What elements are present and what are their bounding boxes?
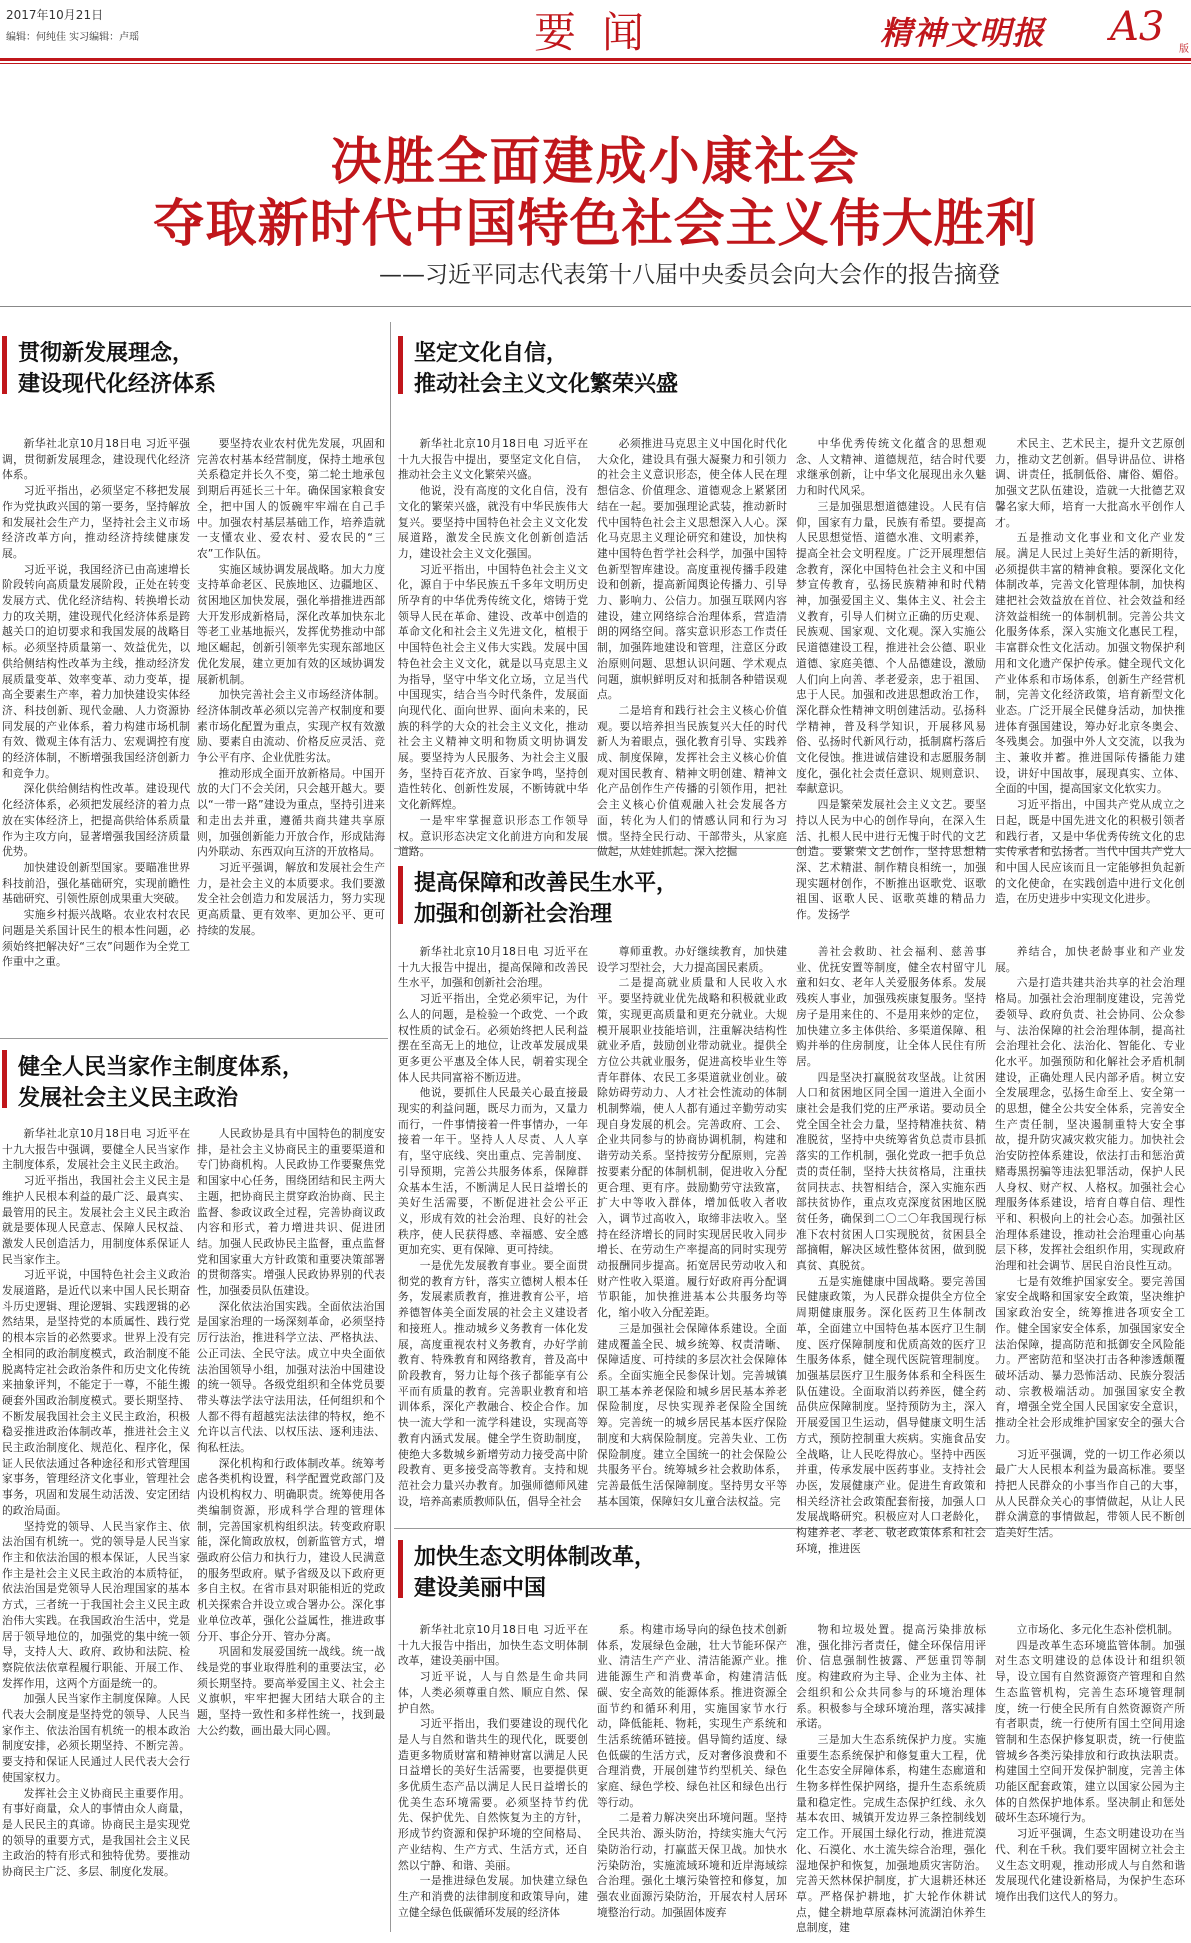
issue-date: 2017年10月21日 xyxy=(6,8,104,22)
article-culture-column-3 xyxy=(796,436,986,922)
article-culture-column-4 xyxy=(995,436,1185,906)
paragraph: 立市场化、多元化生态补偿机制。 xyxy=(1016,1623,1179,1636)
paragraph: 习近平说，中国特色社会主义政治发展道路，是近代以来中国人民长期奋斗历史逻辑、理论逻辑、实践逻辑的必然结果，是坚持党的本质属性、践行党的根本宗旨的必然要求。世界上没有完全相同的政治制度模式，政治制度不能脱离特定社会政治条件和历史文化传统来抽象评判，不能定于一尊，不能生搬硬套外国政治制度模式。要长期坚持、不断发展我国社会主义民主政治，积极稳妥推进政治体制改革，推进社会主义民主政治制度化、规范化、程序化，保证人民依法通过各种途径和形式管理国家事务，管理经济文化事业，管理社会事务，巩固和发展生动活泼、安定团结的政治局面。 xyxy=(2,1268,190,1517)
paragraph: 五是实施健康中国战略。要完善国民健康政策，为人民群众提供全方位全周期健康服务。深化医药卫生体制改革，全面建立中国特色基本医疗卫生制度、医疗保障制度和优质高效的医疗卫生服务体系，健全现代医院管理制度。加强基层医疗卫生服务体系和全科医生队伍建设。全面取消以药养医，健全药品供应保障制度。坚持预防为主，深入开展爱国卫生运动，倡导健康文明生活方式，预防控制重大疾病。实施食品安全战略，让人民吃得放心。坚持中西医并重，传承发展中医药事业。支持社会办医，发展健康产业。促进生育政策和相关经济社会政策配套衔接，加强人口发展战略研究。积极应对人口老龄化，构建养老、孝老、敬老政策体系和社会环境，推进医 xyxy=(796,1274,986,1555)
article-ecology-column-1 xyxy=(398,1622,588,1932)
paragraph: 新华社北京10月18日电 习近平强调，贯彻新发展理念，建设现代化经济体系。 xyxy=(2,437,190,482)
section-header-livelihood xyxy=(398,866,798,926)
paragraph: 实施乡村振兴战略。农业农村农民问题是关系国计民生的根本性问题，必须始终把解决好“三农”问题作为全党工作重中之重。 xyxy=(2,908,190,969)
article-ecology-column-3 xyxy=(796,1622,986,1935)
paragraph: 三是加强思想道德建设。人民有信仰，国家有力量，民族有希望。要提高人民思想觉悟、道德水准、文明素养，提高全社会文明程度。广泛开展理想信念教育，深化中国特色社会主义和中国梦宣传教育，弘扬民族精神和时代精神，加强爱国主义、集体主义、社会主义教育，引导人们树立正确的历史观、民族观、国家观、文化观。深入实施公民道德建设工程，推进社会公德、职业道德、家庭美德、个人品德建设，激励人们向上向善、孝老爱亲，忠于祖国、忠于人民。加强和改进思想政治工作，深化群众性精神文明创建活动。弘扬科学精神，普及科学知识，开展移风易俗、弘扬时代新风行动，抵制腐朽落后文化侵蚀。推进诚信建设和志愿服务制度化，强化社会责任意识、规则意识、奉献意识。 xyxy=(796,499,986,796)
section-title-line2: 推动社会主义文化繁荣兴盛 xyxy=(414,372,679,397)
paragraph: 新华社北京10月18日电 习近平在十九大报告中提出，提高保障和改善民生水平，加强和创新社会治理。 xyxy=(398,945,588,990)
paragraph: 实施区域协调发展战略。加大力度支持革命老区、民族地区、边疆地区、贫困地区加快发展，强化举措推进西部大开发形成新格局，深化改革加快东北等老工业基地振兴，发挥优势推动中部地区崛起，创新引领率先实现东部地区优化发展，建立更加有效的区域协调发展新机制。 xyxy=(197,562,385,686)
section-title-line1: 健全人民当家作主制度体系， xyxy=(18,1055,305,1080)
section-header-democracy xyxy=(2,1050,382,1110)
paragraph: 习近平强调，生态文明建设功在当代、利在千秋。我们要牢固树立社会主义生态文明观，推动形成人与自然和谐发展现代化建设新格局，为保护生态环境作出我们这代人的努力。 xyxy=(995,1827,1185,1903)
page-number: A3 xyxy=(1110,4,1165,50)
paragraph: 七是有效维护国家安全。要完善国家安全战略和国家安全政策，坚决维护国家政治安全，统筹推进各项安全工作。健全国家安全体系，加强国家安全法治保障，提高防范和抵御安全风险能力。严密防范和坚决打击各种渗透颠覆破坏活动、暴力恐怖活动、民族分裂活动、宗教极端活动。加强国家安全教育，增强全党全国人民国家安全意识，推动全社会形成维护国家安全的强大合力。 xyxy=(995,1274,1185,1445)
paragraph: 二是着力解决突出环境问题。坚持全民共治、源头防治，持续实施大气污染防治行动，打赢蓝天保卫战。加快水污染防治，实施流域环境和近岸海域综合治理。强化土壤污染管控和修复，加强农业面源污染防治，开展农村人居环境整治行动。加强固体废弃 xyxy=(597,1811,787,1919)
article-economy-column-1 xyxy=(2,436,190,1026)
section-marker xyxy=(398,336,403,394)
paragraph: 习近平说，我国经济已由高速增长阶段转向高质量发展阶段，正处在转变发展方式、优化经济结构、转换增长动力的攻关期，建设现代化经济体系是跨越关口的迫切要求和我国发展的战略目标。必须坚持质量第一、效益优先，以供给侧结构性改革为主线，推动经济发展质量变革、效率变革、动力变革，提高全要素生产率，着力加快建设实体经济、科技创新、现代金融、人力资源协同发展的产业体系，着力构建市场机制有效、微观主体有活力、宏观调控有度的经济体制，不断增强我国经济创新力和竞争力。 xyxy=(2,562,190,780)
section-name: 要闻 xyxy=(534,8,671,57)
paragraph: 加快完善社会主义市场经济体制。经济体制改革必须以完善产权制度和要素市场化配置为重点，实现产权有效激励、要素自由流动、价格反应灵活、竞争公平有序、企业优胜劣汰。 xyxy=(197,688,385,765)
paragraph: 四是改革生态环境监管体制。加强对生态文明建设的总体设计和组织领导，设立国有自然资源资产管理和自然生态监管机构，完善生态环境管理制度，统一行使全民所有自然资源资产所有者职责，统一行使所有国土空间用途管制和生态保护修复职责，统一行使监管城乡各类污染排放和行政执法职责。构建国土空间开发保护制度，完善主体功能区配套政策，建立以国家公园为主体的自然保护地体系。坚决制止和惩处破坏生态环境行为。 xyxy=(995,1638,1185,1825)
paragraph: 习近平指出，我们要建设的现代化是人与自然和谐共生的现代化，既要创造更多物质财富和精神财富以满足人民日益增长的美好生活需要，也要提供更多优质生态产品以满足人民日益增长的优美生态环境需要。必须坚持节约优先、保护优先、自然恢复为主的方针，形成节约资源和保护环境的空间格局、产业结构、生产方式、生活方式，还自然以宁静、和谐、美丽。 xyxy=(398,1717,588,1872)
paper-name: 精神文明报 xyxy=(880,14,1046,52)
article-ecology-column-4 xyxy=(995,1622,1185,1932)
paragraph: 三是加强社会保障体系建设。全面建成覆盖全民、城乡统筹、权责清晰、保障适度、可持续的多层次社会保障体系。全面实施全民参保计划。完善城镇职工基本养老保险和城乡居民基本养老保险制度，尽快实现养老保险全国统筹。完善统一的城乡居民基本医疗保险制度和大病保险制度。完善失业、工伤保险制度。建立全国统一的社会保险公共服务平台。统筹城乡社会救助体系，完善最低生活保障制度。坚持男女平等基本国策，保障妇女儿童合法权益。完 xyxy=(597,1321,787,1508)
section-title-line1: 贯彻新发展理念， xyxy=(18,341,195,366)
paragraph: 习近平指出，我国社会主义民主是维护人民根本利益的最广泛、最真实、最管用的民主。发展社会主义民主政治就是要体现人民意志、保障人民权益、激发人民创造活力，用制度体系保证人民当家作主。 xyxy=(2,1174,190,1266)
paragraph: 四是坚决打赢脱贫攻坚战。让贫困人口和贫困地区同全国一道进入全面小康社会是我们党的庄严承诺。要动员全党全国全社会力量，坚持精准扶贫、精准脱贫，坚持中央统筹省负总责市县抓落实的工作机制，强化党政一把手负总责的责任制，坚持大扶贫格局，注重扶贫同扶志、扶智相结合，深入实施东西部扶贫协作，重点攻克深度贫困地区脱贫任务，确保到二〇二〇年我国现行标准下农村贫困人口实现脱贫，贫困县全部摘帽，解决区域性整体贫困，做到脱真贫、真脱贫。 xyxy=(796,1070,986,1273)
paragraph: 发挥社会主义协商民主重要作用。有事好商量，众人的事情由众人商量，是人民民主的真谛。协商民主是实现党的领导的重要方式，是我国社会主义民主政治的特有形式和独特优势。要推动协商民主广泛、多层、制度化发展。 xyxy=(2,1786,190,1879)
section-marker xyxy=(2,1050,7,1108)
paragraph: 一是推进绿色发展。加快建立绿色生产和消费的法律制度和政策导向，建立健全绿色低碳循环发展的经济体 xyxy=(398,1874,588,1919)
paragraph: 养结合，加快老龄事业和产业发展。 xyxy=(995,945,1185,974)
section-divider-left xyxy=(0,1038,388,1039)
column-divider-main xyxy=(390,322,391,1932)
article-culture-column-1 xyxy=(398,436,588,859)
paragraph: 四是繁荣发展社会主义文艺。要坚持以人民为中心的创作导向，在深入生活、扎根人民中进行无愧于时代的文艺创造。要繁荣文艺创作，坚持思想精深、艺术精湛、制作精良相统一，加强现实题材创作，不断推出讴歌党、讴歌祖国、讴歌人民、讴歌英雄的精品力作。发扬学 xyxy=(796,798,986,922)
paragraph: 二是培育和践行社会主义核心价值观。要以培养担当民族复兴大任的时代新人为着眼点，强化教育引导、实践养成、制度保障，发挥社会主义核心价值观对国民教育、精神文明创建、精神文化产品创作生产传播的引领作用，把社会主义核心价值观融入社会发展各方面，转化为人们的情感认同和行为习惯。坚持全民行动、干部带头，从家庭做起，从娃娃抓起。深入挖掘 xyxy=(597,703,787,859)
article-livelihood-column-2 xyxy=(597,944,787,1520)
masthead-rule xyxy=(0,58,1191,61)
paragraph: 二是提高就业质量和人民收入水平。要坚持就业优先战略和积极就业政策，实现更高质量和更充分就业。大规模开展职业技能培训，注重解决结构性就业矛盾，鼓励创业带动就业。提供全方位公共就业服务，促进高校毕业生等青年群体、农民工多渠道就业创业。破除妨碍劳动力、人才社会性流动的体制机制弊端，使人人都有通过辛勤劳动实现自身发展的机会。完善政府、工会、企业共同参与的协商协调机制，构建和谐劳动关系。坚持按劳分配原则，完善按要素分配的体制机制，促进收入分配更合理、更有序。鼓励勤劳守法致富，扩大中等收入群体，增加低收入者收入，调节过高收入，取缔非法收入。坚持在经济增长的同时实现居民收入同步增长、在劳动生产率提高的同时实现劳动报酬同步提高。拓宽居民劳动收入和财产性收入渠道。履行好政府再分配调节职能，加快推进基本公共服务均等化，缩小收入分配差距。 xyxy=(597,976,787,1320)
section-title-line1: 提高保障和改善民生水平， xyxy=(414,871,679,896)
paragraph: 一是优先发展教育事业。要全面贯彻党的教育方针，落实立德树人根本任务，发展素质教育，推进教育公平，培养德智体美全面发展的社会主义建设者和接班人。推动城乡义务教育一体化发展，高度重视农村义务教育，办好学前教育、特殊教育和网络教育，普及高中阶段教育，努力让每个孩子都能享有公平而有质量的教育。完善职业教育和培训体系，深化产教融合、校企合作。加快一流大学和一流学科建设，实现高等教育内涵式发展。健全学生资助制度，使绝大多数城乡新增劳动力接受高中阶段教育、更多接受高等教育。支持和规范社会力量兴办教育。加强师德师风建设，培养高素质教师队伍，倡导全社会 xyxy=(398,1259,588,1508)
paragraph: 习近平说，人与自然是生命共同体，人类必须尊重自然、顺应自然、保护自然。 xyxy=(398,1670,588,1715)
paragraph: 人民政协是具有中国特色的制度安排，是社会主义协商民主的重要渠道和专门协商机构。人民政协工作要聚焦党和国家中心任务，围绕团结和民主两大主题，把协商民主贯穿政治协商、民主监督、参政议政全过程，完善协商议政内容和形式，着力增进共识、促进团结。加强人民政协民主监督，重点监督党和国家重大方针政策和重要决策部署的贯彻落实。增强人民政协界别的代表性，加强委员队伍建设。 xyxy=(197,1127,385,1298)
paragraph: 习近平指出，全党必须牢记，为什么人的问题，是检验一个政党、一个政权性质的试金石。必须始终把人民利益摆在至高无上的地位，让改革发展成果更多更公平惠及全体人民，朝着实现全体人民共同富裕不断迈进。 xyxy=(398,992,588,1084)
paragraph: 新华社北京10月18日电 习近平在十九大报告中提出，要坚定文化自信，推动社会主义文化繁荣兴盛。 xyxy=(398,437,588,482)
section-title-line2: 加强和创新社会治理 xyxy=(414,902,613,927)
paragraph: 一是牢牢掌握意识形态工作领导权。意识形态决定文化前进方向和发展道路。 xyxy=(398,813,588,859)
paragraph: 要坚持农业农村优先发展，巩固和完善农村基本经营制度，保持土地承包关系稳定并长久不变，第二轮土地承包到期后再延长三十年。确保国家粮食安全，把中国人的饭碗牢牢端在自己手中。加强农村基层基础工作，培养造就一支懂农业、爱农村、爱农民的“三农”工作队伍。 xyxy=(197,437,385,560)
masthead-rule-thin xyxy=(0,63,1191,64)
paragraph: 物和垃圾处置。提高污染排放标准，强化排污者责任，健全环保信用评价、信息强制性披露、严惩重罚等制度。构建政府为主导、企业为主体、社会组织和公众共同参与的环境治理体系。积极参与全球环境治理，落实减排承诺。 xyxy=(796,1623,986,1731)
paragraph: 善社会救助、社会福利、慈善事业、优抚安置等制度，健全农村留守儿童和妇女、老年人关爱服务体系。发展残疾人事业，加强残疾康复服务。坚持房子是用来住的、不是用来炒的定位，加快建立多主体供给、多渠道保障、租购并举的住房制度，让全体人民住有所居。 xyxy=(796,945,986,1068)
paragraph: 必须推进马克思主义中国化时代化大众化，建设具有强大凝聚力和引领力的社会主义意识形态，使全体人民在理想信念、价值理念、道德观念上紧紧团结在一起。要加强理论武装，推动新时代中国特色社会主义思想深入人心。深化马克思主义理论研究和建设，加快构建中国特色哲学社会科学，加强中国特色新型智库建设。高度重视传播手段建设和创新，提高新闻舆论传播力、引导力、影响力、公信力。加强互联网内容建设，建立网络综合治理体系，营造清朗的网络空间。落实意识形态工作责任制，加强阵地建设和管理，注意区分政治原则问题、思想认识问题、学术观点问题，旗帜鲜明反对和抵制各种错误观点。 xyxy=(597,437,787,702)
paragraph: 新华社北京10月18日电 习近平在十九大报告中指出，加快生态文明体制改革，建设美丽中国。 xyxy=(398,1623,588,1668)
paragraph: 加快建设创新型国家。要瞄准世界科技前沿，强化基础研究，实现前瞻性基础研究、引领性原创成果重大突破。 xyxy=(2,860,190,906)
paragraph: 习近平指出，中国特色社会主义文化，源自于中华民族五千多年文明历史所孕育的中华优秀传统文化，熔铸于党领导人民在革命、建设、改革中创造的革命文化和社会主义先进文化，植根于中国特色社会主义伟大实践。发展中国特色社会主义文化，就是以马克思主义为指导，坚守中华文化立场，立足当代中国现实，结合当今时代条件，发展面向现代化、面向世界、面向未来的，民族的科学的大众的社会主义文化，推动社会主义精神文明和物质文明协调发展。要坚持为人民服务、为社会主义服务，坚持百花齐放、百家争鸣，坚持创造性转化、创新性发展，不断铸就中华文化新辉煌。 xyxy=(398,562,588,812)
article-culture-column-2 xyxy=(597,436,787,859)
section-title-line2: 发展社会主义民主政治 xyxy=(18,1086,239,1111)
paragraph: 五是推动文化事业和文化产业发展。满足人民过上美好生活的新期待，必须提供丰富的精神食粮。要深化文化体制改革，完善文化管理体制，加快构建把社会效益放在首位、社会效益和经济效益相统一的体制机制。完善公共文化服务体系，深入实施文化惠民工程，丰富群众性文化活动。加强文物保护利用和文化遗产保护传承。健全现代文化产业体系和市场体系，创新生产经营机制，完善文化经济政策，培育新型文化业态。广泛开展全民健身活动，加快推进体育强国建设，筹办好北京冬奥会、冬残奥会。加强中外人文交流，以我为主、兼收并蓄。推进国际传播能力建设，讲好中国故事，展现真实、立体、全面的中国，提高国家文化软实力。 xyxy=(995,531,1185,796)
paragraph: 术民主、艺术民主，提升文艺原创力，推动文艺创新。倡导讲品位、讲格调、讲责任，抵制低俗、庸俗、媚俗。加强文艺队伍建设，造就一大批德艺双馨名家大师，培育一大批高水平创作人才。 xyxy=(995,437,1185,529)
section-title-line2: 建设现代化经济体系 xyxy=(18,372,217,397)
article-democracy-column-1 xyxy=(2,1126,190,1932)
masthead xyxy=(0,0,1191,62)
page-suffix: 版 xyxy=(1179,44,1189,55)
paragraph: 尊师重教。办好继续教育，加快建设学习型社会，大力提高国民素质。 xyxy=(597,945,787,974)
section-marker xyxy=(2,336,7,394)
paragraph: 习近平指出，必须坚定不移把发展作为党执政兴国的第一要务，坚持解放和发展社会生产力，坚持社会主义市场经济改革方向，推动经济持续健康发展。 xyxy=(2,484,190,560)
section-title-line2: 建设美丽中国 xyxy=(414,1576,547,1601)
paragraph: 他说，要抓住人民最关心最直接最现实的利益问题，既尽力而为，又量力而行，一件事情接着一件事情办，一年接着一年干。坚持人人尽责、人人享有，坚守底线、突出重点、完善制度、引导预期，完善公共服务体系，保障群众基本生活，不断满足人民日益增长的美好生活需要，不断促进社会公平正义，形成有效的社会治理、良好的社会秩序，使人民获得感、幸福感、安全感更加充实、更有保障、更可持续。 xyxy=(398,1086,588,1257)
article-ecology-column-2 xyxy=(597,1622,787,1932)
section-marker xyxy=(398,866,403,924)
main-headline-line2: 夺取新时代中国特色社会主义伟大胜利 xyxy=(153,195,1038,254)
paragraph: 三是加大生态系统保护力度。实施重要生态系统保护和修复重大工程，优化生态安全屏障体系，构建生态廊道和生物多样性保护网络，提升生态系统质量和稳定性。完成生态保护红线、永久基本农田、城镇开发边界三条控制线划定工作。开展国土绿化行动，推进荒漠化、石漠化、水土流失综合治理，强化湿地保护和恢复，加强地质灾害防治。完善天然林保护制度，扩大退耕还林还草。严格保护耕地，扩大轮作休耕试点，健全耕地草原森林河流湖泊休养生息制度，建 xyxy=(796,1732,986,1935)
paragraph: 巩固和发展爱国统一战线。统一战线是党的事业取得胜利的重要法宝，必须长期坚持。要高举爱国主义、社会主义旗帜，牢牢把握大团结大联合的主题，坚持一致性和多样性统一，找到最大公约数，画出最大同心圆。 xyxy=(197,1645,385,1737)
article-livelihood-column-4 xyxy=(995,944,1185,1540)
section-header-ecology xyxy=(398,1540,798,1600)
article-democracy-column-2 xyxy=(197,1126,385,1932)
article-livelihood-column-1 xyxy=(398,944,588,1520)
paragraph: 习近平强调，党的一切工作必须以最广大人民根本利益为最高标准。要坚持把人民群众的小事当作自己的大事，从人民群众关心的事情做起，从让人民群众满意的事情做起，带领人民不断创造美好生活。 xyxy=(995,1447,1185,1540)
section-title-line1: 加快生态文明体制改革， xyxy=(414,1545,657,1570)
section-title-line1: 坚定文化自信， xyxy=(414,341,569,366)
headline-subtitle: ——习近平同志代表第十八届中央委员会向大会作的报告摘登 xyxy=(379,262,1000,288)
paragraph: 坚持党的领导、人民当家作主、依法治国有机统一。党的领导是人民当家作主和依法治国的根本保证，人民当家作主是社会主义民主政治的本质特征，依法治国是党领导人民治理国家的基本方式，三者统一于我国社会主义民主政治伟大实践。在我国政治生活中，党是居于领导地位的，加强党的集中统一领导，支持人大、政府、政协和法院、检察院依法依章程履行职能、开展工作、发挥作用，这两个方面是统一的。 xyxy=(2,1519,190,1690)
section-marker xyxy=(398,1540,403,1598)
section-header-economy xyxy=(2,336,382,396)
article-economy-column-2 xyxy=(197,436,385,1026)
paragraph: 系。构建市场导向的绿色技术创新体系，发展绿色金融，壮大节能环保产业、清洁生产产业、清洁能源产业。推进能源生产和消费革命，构建清洁低碳、安全高效的能源体系。推进资源全面节约和循环利用，实施国家节水行动，降低能耗、物耗，实现生产系统和生活系统循环链接。倡导简约适度、绿色低碳的生活方式，反对奢侈浪费和不合理消费，开展创建节约型机关、绿色家庭、绿色学校、绿色社区和绿色出行等行动。 xyxy=(597,1623,787,1809)
editor-credits: 编辑：何纯佳 实习编辑：卢瑶 xyxy=(6,32,140,43)
paragraph: 他说，没有高度的文化自信，没有文化的繁荣兴盛，就没有中华民族伟大复兴。要坚持中国特色社会主义文化发展道路，激发全民族文化创新创造活力，建设社会主义文化强国。 xyxy=(398,484,588,560)
paragraph: 深化依法治国实践。全面依法治国是国家治理的一场深刻革命，必须坚持厉行法治，推进科学立法、严格执法、公正司法、全民守法。成立中央全面依法治国领导小组，加强对法治中国建设的统一领导。各级党组织和全体党员要带头尊法学法守法用法，任何组织和个人都不得有超越宪法法律的特权，绝不允许以言代法、以权压法、逐利违法、徇私枉法。 xyxy=(197,1299,385,1455)
paragraph: 新华社北京10月18日电 习近平在十九大报告中强调，要健全人民当家作主制度体系，发展社会主义民主政治。 xyxy=(2,1127,190,1172)
paragraph: 六是打造共建共治共享的社会治理格局。加强社会治理制度建设，完善党委领导、政府负责、社会协同、公众参与、法治保障的社会治理体制，提高社会治理社会化、法治化、智能化、专业化水平。加强预防和化解社会矛盾机制建设，正确处理人民内部矛盾。树立安全发展理念，弘扬生命至上、安全第一的思想，健全公共安全体系，完善安全生产责任制，坚决遏制重特大安全事故，提升防灾减灾救灾能力。加快社会治安防控体系建设，依法打击和惩治黄赌毒黑拐骗等违法犯罪活动，保护人民人身权、财产权、人格权。加强社会心理服务体系建设，培育自尊自信、理性平和、积极向上的社会心态。加强社区治理体系建设，推动社会治理重心向基层下移，发挥社会组织作用，实现政府治理和社会调节、居民自治良性互动。 xyxy=(995,976,1185,1273)
article-livelihood-column-3 xyxy=(796,944,986,1555)
paragraph: 习近平强调，解放和发展社会生产力，是社会主义的本质要求。我们要激发全社会创造力和发展活力，努力实现更高质量、更有效率、更加公平、更可持续的发展。 xyxy=(197,860,385,937)
paragraph: 中华优秀传统文化蕴含的思想观念、人文精神、道德规范，结合时代要求继承创新，让中华文化展现出永久魅力和时代风采。 xyxy=(796,437,986,498)
main-headline-line1: 决胜全面建成小康社会 xyxy=(330,133,861,192)
paragraph: 推动形成全面开放新格局。中国开放的大门不会关闭，只会越开越大。要以“一带一路”建设为重点，坚持引进来和走出去并重，遵循共商共建共享原则，加强创新能力开放合作，形成陆海内外联动、东西双向互济的开放格局。 xyxy=(197,766,385,859)
paragraph: 习近平指出，中国共产党从成立之日起，既是中国先进文化的积极引领者和践行者，又是中华优秀传统文化的忠实传承者和弘扬者。当代中国共产党人和中国人民应该而且一定能够担负起新的文化使命，在实践创造中进行文化创造，在历史进步中实现文化进步。 xyxy=(995,798,1185,906)
paragraph: 加强人民当家作主制度保障。人民代表大会制度是坚持党的领导、人民当家作主、依法治国有机统一的根本政治制度安排，必须长期坚持、不断完善。要支持和保证人民通过人民代表大会行使国家权力。 xyxy=(2,1692,190,1784)
headline-divider xyxy=(0,306,1191,307)
paragraph: 深化机构和行政体制改革。统筹考虑各类机构设置，科学配置党政部门及内设机构权力、明确职责。统筹使用各类编制资源，形成科学合理的管理体制，完善国家机构组织法。转变政府职能，深化简政放权，创新监管方式，增强政府公信力和执行力，建设人民满意的服务型政府。赋予省级及以下政府更多自主权。在省市县对职能相近的党政机关探索合并设立或合署办公。深化事业单位改革，强化公益属性，推进政事分开、事企分开、管办分离。 xyxy=(197,1456,385,1643)
section-header-culture xyxy=(398,336,798,396)
paragraph: 深化供给侧结构性改革。建设现代化经济体系，必须把发展经济的着力点放在实体经济上，把提高供给体系质量作为主攻方向，显著增强我国经济质量优势。 xyxy=(2,782,190,859)
